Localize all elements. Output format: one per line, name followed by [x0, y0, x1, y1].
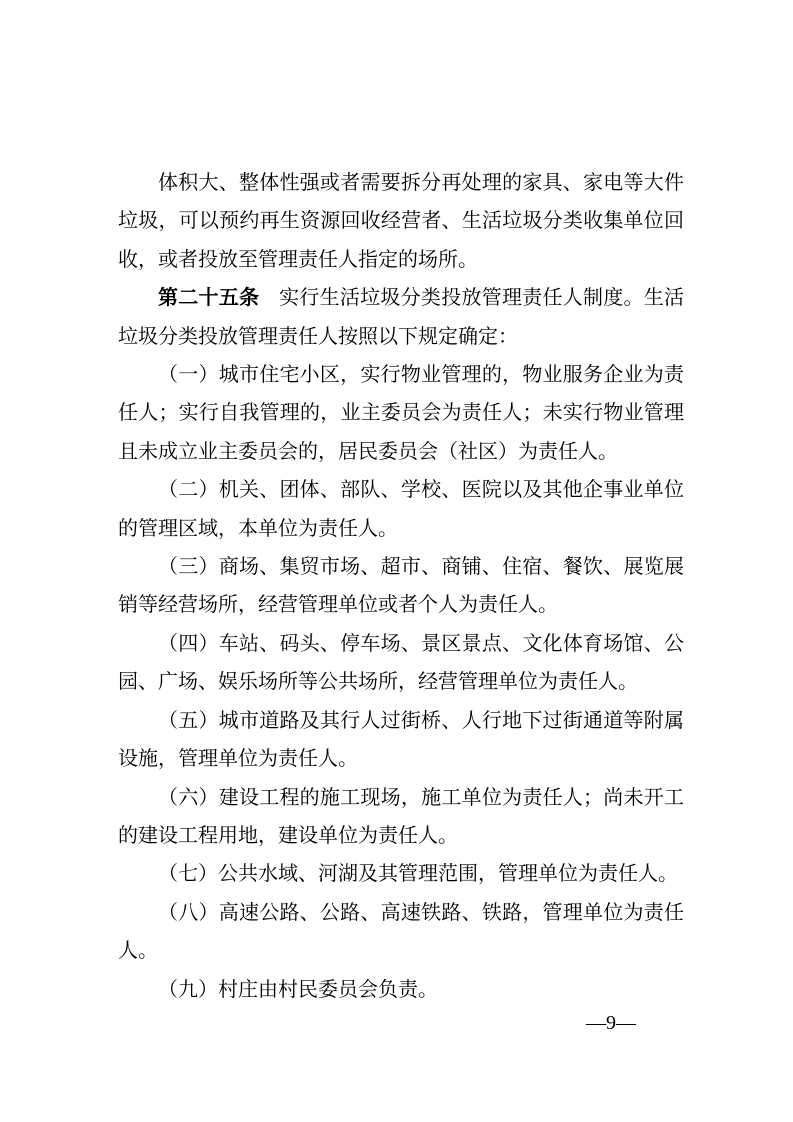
paragraph-item-9: （九）村庄由村民委员会负责。 [158, 976, 438, 1001]
paragraph-item-1: （一）城市住宅小区，实行物业管理的，物业服务企业为责任人；实行自我管理的，业主委员会为责任人；未实行物业管理且未成立业主委员会的，居民委员会（社区）为责任人。 [118, 362, 684, 463]
paragraph-item-5: （五）城市道路及其行人过街桥、人行地下过街通道等附属设施，管理单位为责任人。 [118, 707, 684, 771]
document-body [118, 163, 684, 1008]
paragraph-item-2: （二）机关、团体、部队、学校、医院以及其他企事业单位的管理区域，本单位为责任人。 [118, 477, 684, 540]
article-body: 实行生活垃圾分类投放管理责任人制度。生活垃圾分类投放管理责任人按照以下规定确定： [118, 285, 685, 348]
paragraph-item-6: （六）建设工程的施工现场，施工单位为责任人；尚未开工的建设工程用地，建设单位为责任人。 [118, 784, 684, 847]
paragraph-item-8: （八）高速公路、公路、高速铁路、铁路，管理单位为责任人。 [118, 899, 684, 963]
paragraph-item-4: （四）车站、码头、停车场、景区景点、文化体育场馆、公园、广场、娱乐场所等公共场所，经营管理单位为责任人。 [118, 630, 684, 694]
paragraph-item-3: （三）商场、集贸市场、超市、商铺、住宿、餐饮、展览展销等经营场所，经营管理单位或者个人为责任人。 [118, 554, 684, 617]
paragraph-article-25 [118, 278, 684, 355]
article-title: 第二十五条 [158, 285, 260, 310]
paragraph-bulky-waste: 体积大、整体性强或者需要拆分再处理的家具、家电等大件垃圾，可以预约再生资源回收经营者、生活垃圾分类收集单位回收，或者投放至管理责任人指定的场所。 [118, 170, 684, 271]
paragraph-item-7: （七）公共水域、河湖及其管理范围，管理单位为责任人。 [158, 861, 678, 886]
page-number: —9— [586, 1012, 636, 1034]
